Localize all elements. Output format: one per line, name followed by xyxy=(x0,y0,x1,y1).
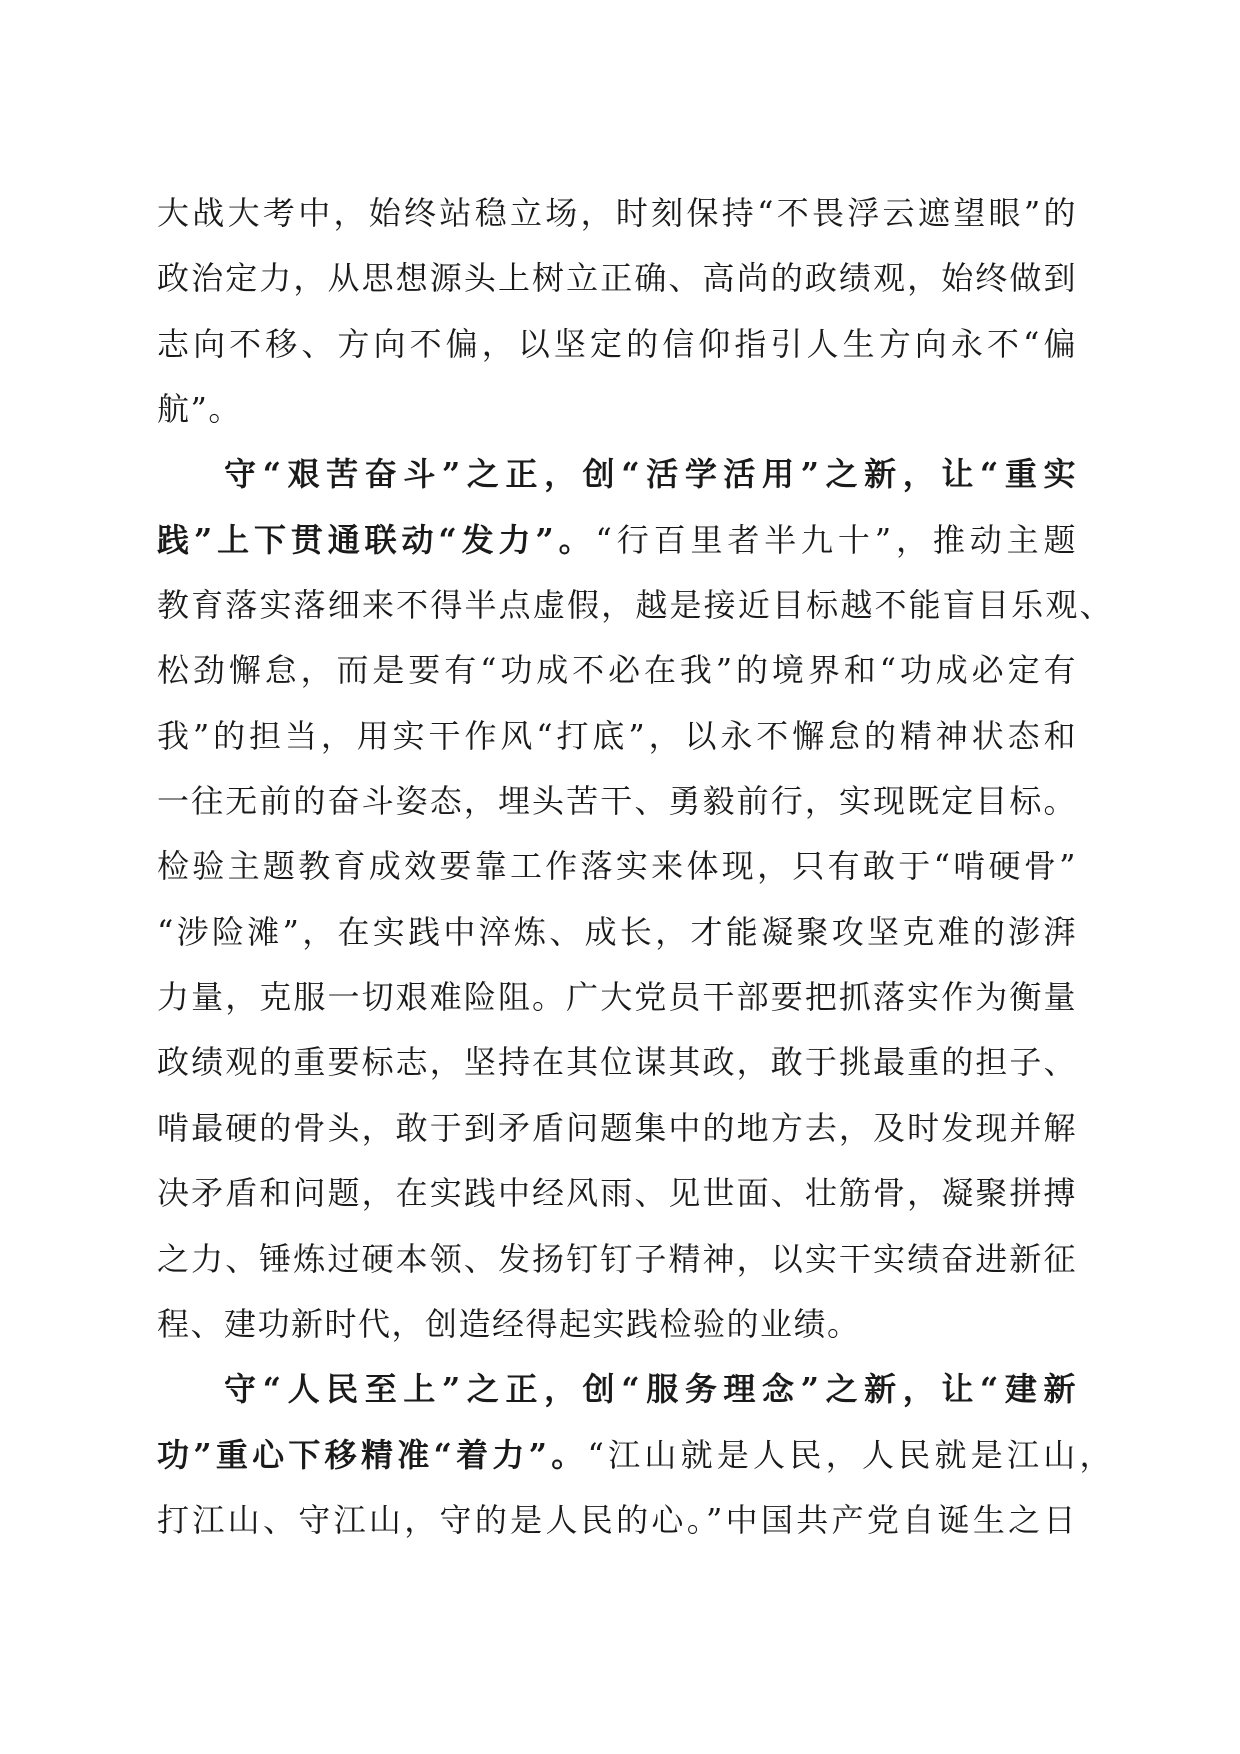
text-line: 志向不移、方向不偏，以坚定的信仰指引人生方向永不“偏 xyxy=(157,324,1077,363)
paragraph-continued xyxy=(157,181,1077,442)
lead-sentence: 守“人民至上”之正，创“服务理念”之新，让“建新 xyxy=(224,1370,1077,1409)
text-line: 打江山、守江山，守的是人民的心。”中国共产党自诞生之日 xyxy=(157,1500,1077,1539)
text-line: 航”。 xyxy=(157,390,242,429)
text-line xyxy=(157,1357,1077,1422)
paragraph-people-first xyxy=(157,1357,1113,1553)
text-line: 力量，克服一切艰难险阻。广大党员干部要把抓落实作为衡量 xyxy=(157,978,1077,1017)
text-line: 程、建功新时代，创造经得起实践检验的业绩。 xyxy=(157,1304,861,1343)
lead-sentence: 功”重心下移精准“着力”。 xyxy=(157,1435,588,1474)
body-text: “行百里者半九十”，推动主题 xyxy=(595,520,1077,559)
text-line: 决矛盾和问题，在实践中经风雨、见世面、壮筋骨，凝聚拼搏 xyxy=(157,1174,1077,1213)
lead-sentence: 践”上下贯通联动“发力”。 xyxy=(157,520,596,559)
lead-sentence: 守“艰苦奋斗”之正，创“活学活用”之新，让“重实 xyxy=(224,455,1077,494)
text-line xyxy=(157,508,1077,573)
text-line: 大战大考中，始终站稳立场，时刻保持“不畏浮云遮望眼”的 xyxy=(157,194,1077,232)
text-line: 教育落实落细来不得半点虚假，越是接近目标越不能盲目乐观、 xyxy=(157,586,1113,625)
text-line: 检验主题教育成效要靠工作落实来体现，只有敢于“啃硬骨” xyxy=(157,847,1077,886)
body-text: “江山就是人民，人民就是江山， xyxy=(587,1435,1113,1474)
text-line: 政治定力，从思想源头上树立正确、高尚的政绩观，始终做到 xyxy=(157,259,1077,298)
text-line xyxy=(157,1423,1113,1488)
text-line xyxy=(157,442,1077,507)
text-line: 一往无前的奋斗姿态，埋头苦干、勇毅前行，实现既定目标。 xyxy=(157,782,1077,821)
text-line: 之力、锤炼过硬本领、发扬钉钉子精神，以实干实绩奋进新征 xyxy=(157,1239,1077,1278)
text-line: 政绩观的重要标志，坚持在其位谋其政，敢于挑最重的担子、 xyxy=(157,1043,1077,1082)
text-line: 松劲懈怠，而是要有“功成不必在我”的境界和“功成必定有 xyxy=(157,651,1077,690)
text-line: 啃最硬的骨头，敢于到矛盾问题集中的地方去，及时发现并解 xyxy=(157,1108,1077,1147)
document-body xyxy=(157,181,1113,1553)
paragraph-hard-work xyxy=(157,442,1113,1357)
text-line: “涉险滩”，在实践中淬炼、成长，才能凝聚攻坚克难的澎湃 xyxy=(157,912,1077,951)
text-line: 我”的担当，用实干作风“打底”，以永不懈怠的精神状态和 xyxy=(157,716,1077,755)
